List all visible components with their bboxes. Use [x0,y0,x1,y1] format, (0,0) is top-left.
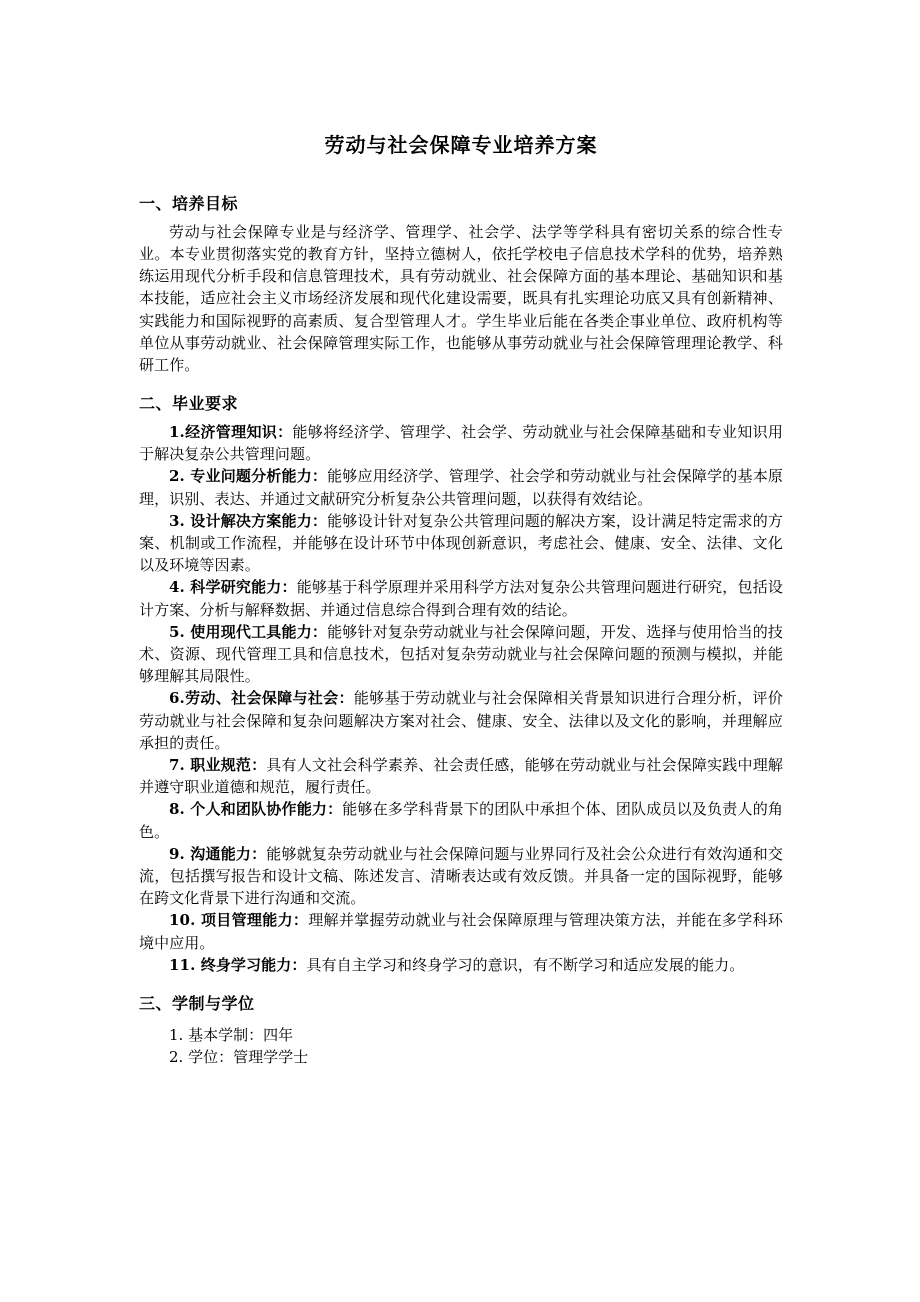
requirement-body: 理解并掌握劳动就业与社会保障原理与管理决策方法，并能在多学科环境中应用。 [139,911,783,952]
requirement-lead: 专业问题分析能力： [190,467,328,486]
requirement-body: 能够将经济学、管理学、社会学、劳动就业与社会保障基础和专业知识用于解决复杂公共管理问题。 [139,423,784,464]
requirement-number: 8. [169,800,185,819]
requirement-body: 能够应用经济学、管理学、社会学和劳动就业与社会保障学的基本原理，识别、表达、并通过文献研究分析复杂公共管理问题，以获得有效结论。 [139,467,784,508]
requirement-item [139,843,783,910]
section-graduation-requirements [139,392,783,976]
paragraph-training-objectives: 劳动与社会保障专业是与经济学、管理学、社会学、法学等学科具有密切关系的综合性专业。本专业贯彻落实党的教育方针，坚持立德树人，依托学校电子信息技术学科的优势，培养熟练运用现代分析手段和信息管理技术，具有劳动就业、社会保障方面的基本理论、基础知识和基本技能，适应社会主义市场经济发展和现代化建设需要，既具有扎实理论功底又具有创新精神、实践能力和国际视野的高素质、复合型管理人才。学生毕业后能在各类企事业单位、政府机构等单位从事劳动就业、社会保障管理实际工作，也能够从事劳动就业与社会保障管理理论教学、科研工作。 [139,222,783,375]
requirement-item [139,754,783,798]
requirement-number: 3. [169,511,185,530]
requirement-number: 6. [169,689,185,708]
list-item: 2. 学位：管理学学士 [169,1048,309,1067]
requirement-lead: 项目管理能力： [200,911,309,930]
requirement-body: 能够基于科学原理并采用科学方法对复杂公共管理问题进行研究，包括设计方案、分析与解释数据、并通过信息综合得到合理有效的结论。 [139,578,784,619]
requirement-body: 能够设计针对复杂公共管理问题的解决方案，设计满足特定需求的方案、机制或工作流程，并能够在设计环节中体现创新意识，考虑社会、健康、安全、法律、文化以及环境等因素。 [139,511,784,575]
section-heading-3: 三、学制与学位 [139,994,255,1014]
requirement-lead: 劳动、社会保障与社会： [184,689,354,708]
requirement-item [139,621,783,688]
requirement-item [139,954,783,976]
requirement-number: 2. [169,467,185,486]
requirement-number: 1. [169,423,185,442]
section-training-objectives [139,192,783,376]
requirement-item [139,421,783,465]
requirement-number: 9. [169,844,185,863]
requirement-body: 能够就复杂劳动就业与社会保障问题与业界同行及社会公众进行有效沟通和交流，包括撰写报告和设计文稿、陈述发言、清晰表达或有效反馈。并具备一定的国际视野，能够在跨文化背景下进行沟通和交流。 [139,844,783,908]
requirement-lead: 科学研究能力： [190,578,297,597]
section-heading-1: 一、培养目标 [139,194,239,213]
requirement-item [139,909,783,953]
requirement-number: 5. [169,622,185,641]
page-title: 劳动与社会保障专业培养方案 [324,133,598,157]
requirement-lead: 沟通能力： [190,844,267,863]
requirement-item [139,465,783,509]
requirement-body: 具有人文社会科学素养、社会责任感，能够在劳动就业与社会保障实践中理解并遵守职业道德和规范，履行责任。 [139,756,783,797]
requirement-lead: 使用现代工具能力： [190,622,328,641]
requirement-lead: 设计解决方案能力： [190,511,328,530]
requirement-item [139,576,783,620]
requirement-lead: 经济管理知识： [184,423,293,442]
requirement-body: 能够针对复杂劳动就业与社会保障问题，开发、选择与使用恰当的技术、资源、现代管理工具和信息技术，包括对复杂劳动就业与社会保障问题的预测与模拟，并能够理解其局限性。 [139,622,784,686]
requirement-item [139,798,783,842]
requirement-body: 具有自主学习和终身学习的意识，有不断学习和适应发展的能力。 [306,955,745,974]
requirement-item [139,510,783,577]
requirement-number: 4. [169,578,185,597]
requirement-lead: 终身学习能力： [200,955,307,974]
requirement-lead: 职业规范： [190,756,267,775]
requirement-body: 能够基于劳动就业与社会保障相关背景知识进行合理分析，评价劳动就业与社会保障和复杂问题解决方案对社会、健康、安全、法律以及文化的影响，并理解应承担的责任。 [139,689,783,752]
requirement-body: 能够在多学科背景下的团队中承担个体、团队成员以及负责人的角色。 [139,800,783,841]
requirement-lead: 个人和团队协作能力： [190,800,343,819]
section-heading-2: 二、毕业要求 [139,394,239,414]
document-content [139,132,783,1068]
section-duration-and-degree [139,992,783,1068]
degree-list [139,1024,783,1068]
requirement-number: 7. [169,756,185,775]
requirement-number: 10. [169,911,196,930]
requirement-item [139,687,783,754]
requirement-number: 11. [169,955,196,974]
list-item: 1. 基本学制：四年 [169,1025,294,1044]
